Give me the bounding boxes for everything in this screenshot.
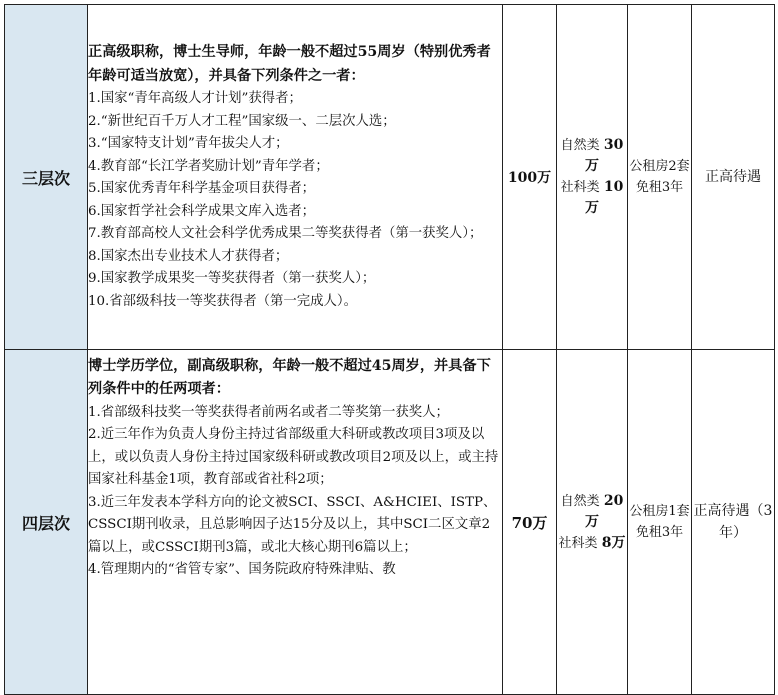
table-row-level-3 — [5, 5, 775, 350]
treatment-cell: 正高待遇 — [692, 5, 775, 350]
level-cell: 四层次 — [5, 350, 88, 695]
requirement-item: 7.教育部高校人文社会科学优秀成果二等奖获得者（第一获奖人）； — [88, 226, 483, 241]
requirement-item: 10.省部级科技一等奖获得者（第一完成人）。 — [88, 293, 358, 309]
requirement-item: 5.国家优秀青年科学基金项目获得者； — [88, 181, 316, 196]
research-fund-cell — [557, 5, 628, 350]
requirement-item: 3.“国家特支计划”青年拔尖人才； — [88, 136, 289, 151]
treatment-cell: 正高待遇（3年） — [692, 350, 775, 695]
settlement-fund-cell: 100万 — [503, 5, 557, 350]
requirement-item: 4.管理期内的“省管专家”、国务院政府特殊津贴、教 — [88, 562, 396, 577]
level-cell: 三层次 — [5, 5, 88, 350]
requirement-item: 2.“新世纪百千万人才工程”国家级一、二层次人选； — [88, 113, 396, 129]
requirement-item: 1.国家“青年高级人才计划”获得者； — [88, 91, 302, 106]
requirement-item: 9.国家教学成果奖一等奖获得者（第一获奖人）； — [88, 271, 376, 286]
requirements-cell — [88, 5, 503, 350]
requirement-item: 6.国家哲学社会科学成果文库入选者； — [88, 203, 316, 219]
research-social-label: 社科类 — [558, 535, 598, 551]
table-row-level-4 — [5, 350, 775, 695]
requirement-item: 4.教育部“长江学者奖励计划”青年学者； — [88, 158, 329, 174]
requirement-item: 8.国家杰出专业技术人才获得者； — [88, 248, 289, 264]
requirement-item: 3.近三年发表本学科方向的论文被SCI、SSCI、A&HCIEI、ISTP、CSSCI期刊收录，且总影响因子达15分及以上，其中SCI二区文章2篇以上，或CSSCI期刊3篇，或北大核心期刊6篇以上； — [88, 494, 497, 555]
requirements-cell — [88, 350, 503, 695]
talent-policy-table — [4, 4, 775, 695]
housing-cell: 公租房2套免租3年 — [628, 5, 692, 350]
research-natural-label: 自然类 — [560, 493, 600, 509]
research-social-label: 社科类 — [560, 180, 600, 195]
research-natural-value: 20万 — [585, 492, 624, 530]
research-fund-cell — [557, 350, 628, 695]
housing-cell: 公租房1套免租3年 — [628, 350, 692, 695]
requirements-heading: 博士学历学位，副高级职称，年龄一般不超过45周岁，并具备下列条件中的任两项者： — [88, 357, 491, 397]
requirement-item: 2.近三年作为负责人身份主持过省部级重大科研或教改项目3项及以上，或以负责人身份主持过国家级科研或教改项目2项及以上，或主持国家社科基金1项，教育部或省社科2项； — [88, 427, 499, 487]
research-social-value: 10万 — [585, 179, 624, 216]
requirement-item: 1.省部级科技奖一等奖获得者前两名或者二等奖第一获奖人； — [88, 404, 449, 420]
research-natural-label: 自然类 — [560, 138, 600, 153]
research-social-value: 8万 — [601, 534, 626, 551]
requirements-heading: 正高级职称，博士生导师，年龄一般不超过55周岁（特别优秀者年龄可适当放宽），并具备下列条件之一者： — [88, 44, 491, 84]
settlement-fund-cell: 70万 — [503, 350, 557, 695]
research-natural-value: 30万 — [585, 137, 624, 174]
requirements-clip — [88, 355, 502, 690]
